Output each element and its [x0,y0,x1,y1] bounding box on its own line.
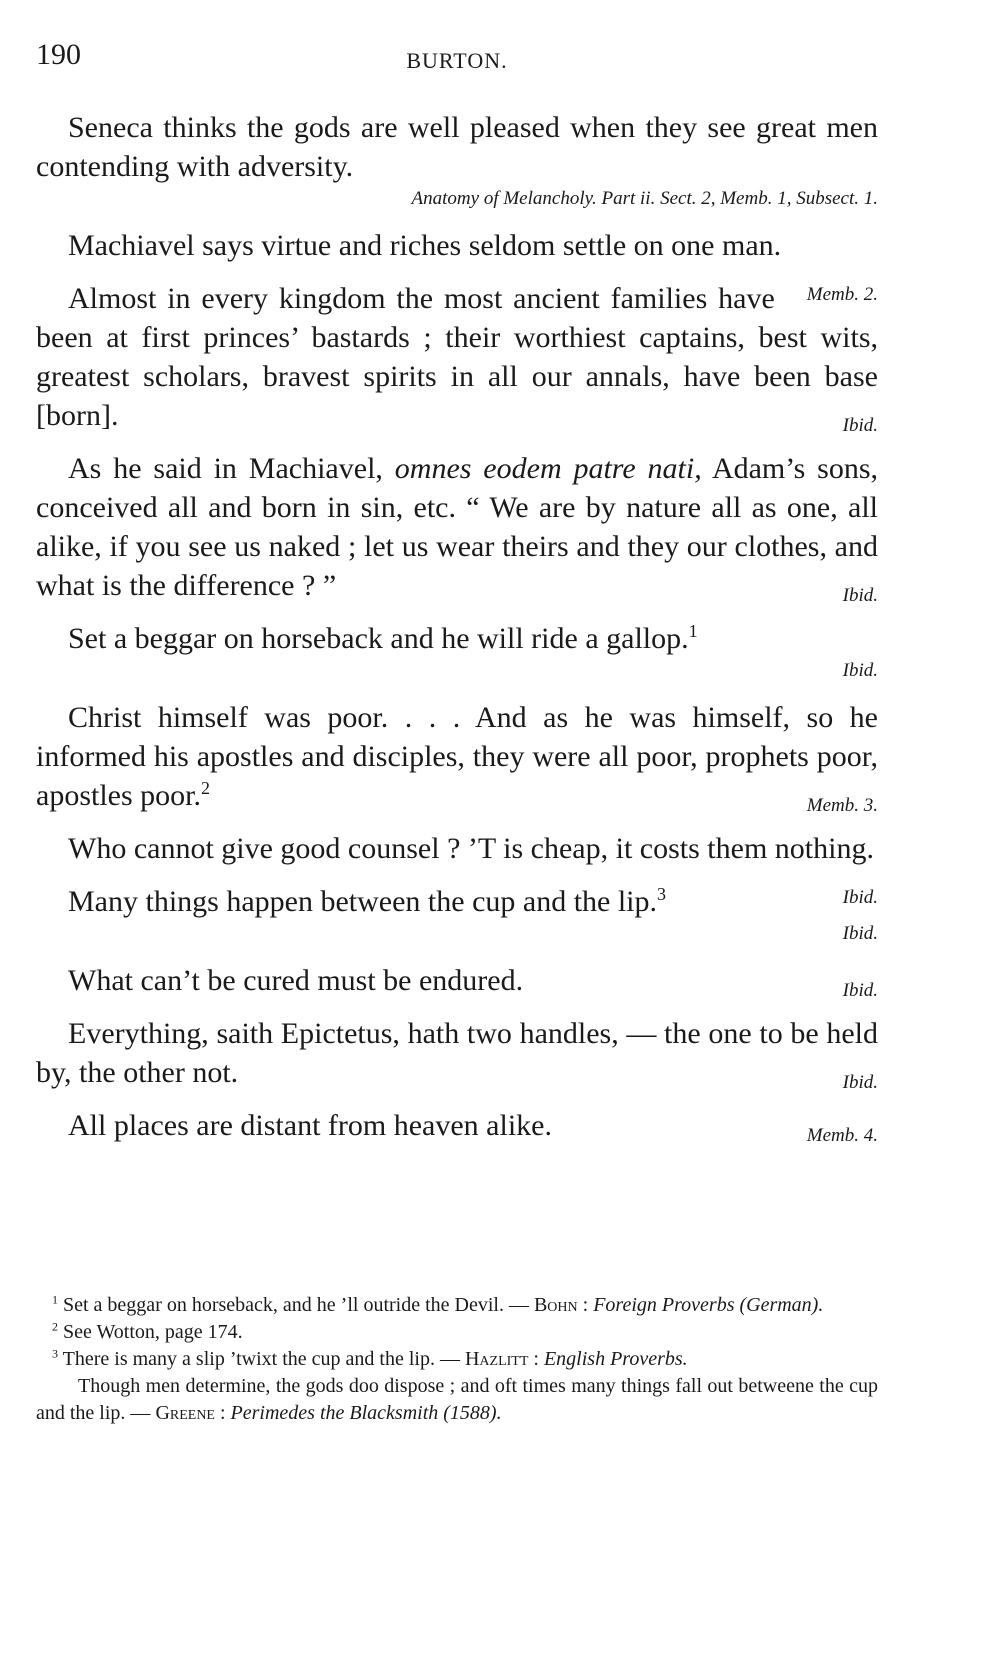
quotation-citation: Memb. 3. [806,795,878,816]
quotation-body: Many things happen between the cup and the lip. [68,885,658,918]
quotation [36,1106,878,1145]
quotation-text [36,279,878,435]
quotation-citation: Ibid. [842,1072,878,1093]
quotation-text [36,882,878,921]
footnote-separator: : [528,1348,544,1370]
quotation-body: Who cannot give good counsel ? ’T is cheap, it costs them nothing. [68,832,874,865]
footnote-author: Bohn [533,1294,578,1316]
footnote-3 [36,1346,878,1373]
quotation [36,882,878,947]
quotation-citation: Ibid. [842,980,878,1001]
footnote-work: Perimedes the Blacksmith (1588). [230,1402,502,1424]
quotation-body-start: As he said in Machiavel, [68,452,395,485]
footnote-marker: 1 [52,1292,58,1307]
footnotes [36,1292,878,1427]
quotation-citation: Memb. 4. [806,1125,878,1146]
quotation-body: Machiavel says virtue and riches seldom settle on one man. [68,229,782,262]
quotation-text [36,698,878,815]
quotation [36,961,878,1000]
quotation-citation: Anatomy of Melancholy. Part ii. Sect. 2, Memb. 1, Subsect. 1. [411,188,878,209]
quotation [36,1014,878,1092]
quotation [36,619,878,684]
quotation-citation: Ibid. [842,585,878,606]
quotation-citation: Memb. 2. [806,284,878,305]
quotation-list [36,108,878,1159]
quotation-text [36,1014,878,1092]
footnote-author: Greene [155,1402,215,1424]
quotation [36,449,878,605]
quotation-text [36,226,878,305]
page-number: 190 [36,38,81,71]
quotation-body: Everything, saith Epictetus, hath two handles, — the one to be held by, the other not. [36,1017,878,1089]
footnote-2 [36,1319,878,1346]
quotation-text: Seneca thinks the gods are well pleased when they see great men contending with adversity. [36,111,878,183]
quotation-body: Christ himself was poor. . . . And as he was himself, so he informed his apostles and disciples, they were all poor, prophets poor, apostles poor. [36,701,878,812]
quotation-citation: Ibid. [842,887,878,908]
quotation-citation: Ibid. [842,415,878,436]
page-header [36,38,878,78]
footnote-separator: : [577,1294,594,1316]
footnote-text: Set a beggar on horseback, and he ’ll outride the Devil. — [58,1294,534,1316]
quotation-body: All places are distant from heaven alike. [68,1109,552,1142]
quotation-citation: Ibid. [842,660,878,681]
quotation [36,279,878,435]
footnote-text: Though men determine, the gods doo dispose ; and oft times many things fall out betweene the cup and the lip. — [36,1375,878,1424]
footnote-1 [36,1292,878,1319]
quotation [36,698,878,815]
quotation-text [36,961,878,1000]
footnote-3-continued [36,1373,878,1427]
quotation [36,226,878,305]
quotation [36,108,878,212]
latin-phrase: omnes eodem patre nati, [394,452,702,485]
footnote-author: Hazlitt [464,1348,529,1370]
footnote-ref[interactable]: 2 [201,778,210,798]
quotation-text [36,619,878,658]
running-head: BURTON. [406,48,508,73]
quotation-citation: Ibid. [842,923,878,944]
footnote-text: There is many a slip ’twixt the cup and the lip. — [58,1348,465,1370]
footnote-separator: : [214,1402,231,1424]
quotation-body: Set a beggar on horseback and he will ride a gallop. [68,622,689,655]
footnote-marker: 3 [52,1346,58,1361]
quotation-body: Almost in every kingdom the most ancient families have been at first princes’ bastards ; their worthiest captains, best wits, greatest scholars, bravest spirits in all our annals, have been base [born]. [36,282,878,432]
quotation-text [36,1106,878,1145]
footnote-ref[interactable]: 3 [657,884,667,904]
footnote-marker: 2 [52,1319,58,1334]
footnote-work: Foreign Proverbs (German). [593,1294,824,1316]
quotation-body-end: Adam’s sons, conceived all and born in sin, etc. “ We are by nature all as one, all alike, if you see us naked ; let us wear theirs and they our clothes, and what is the difference ? ” [36,452,878,602]
quotation-text [36,449,878,605]
quotation-body: What can’t be cured must be endured. [68,964,524,997]
footnote-work: English Proverbs. [543,1348,688,1370]
footnote-text: See Wotton, page 174. [58,1321,243,1343]
footnote-ref[interactable]: 1 [688,621,698,641]
